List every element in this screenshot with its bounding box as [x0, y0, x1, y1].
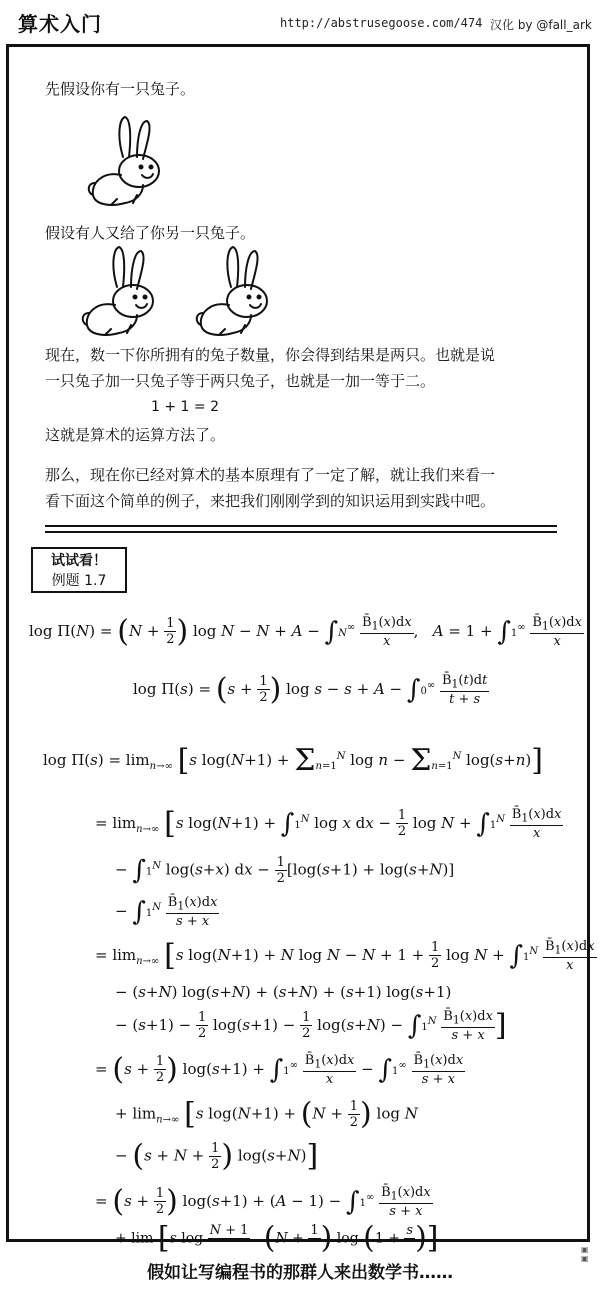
formula-2: log Π(s) = (s + $\frac{1}{2}$ ) log s − s + A − ∫0∞ $\frac{B̄_1(t)dt}{t + s}$ [133, 671, 488, 707]
rabbit-icon [81, 113, 165, 209]
translation-credit: 汉化 by @fall_ark [490, 18, 592, 32]
derivation-line-3: − $\int 1^N$ log(s+x) dx − $\frac{1}{2}$ [log(s+1) + log(s+N)] [115, 855, 455, 886]
example-box [31, 547, 127, 593]
derivation-line-10: − (s + N + $\frac{1}{2}$ ) log(s+N)] [115, 1138, 319, 1174]
comic-panel [6, 44, 595, 1263]
bottom-caption: 假如让写编程书的那群人来出数学书…… [147, 1263, 453, 1283]
divider-top [45, 525, 557, 527]
rabbit-icon [189, 243, 273, 339]
text-line-3a: 现在，数一下你所拥有的兔子数量，你会得到结果是两只。也就是说 [45, 346, 496, 364]
derivation-line-5: = $\lim_{n\to\infty} [s$ log(N+1) + N log N − N + 1 + $\frac{1}{2}$ $\log N + \int 1^N$ $\frac{B̄_1(x)dx}{x}$ [95, 937, 595, 973]
text-line-3b: 一只兔子加一只兔子等于两只兔子，也就是一加一等于二。 [45, 372, 436, 390]
derivation-line-11: = (s + $\frac{1}{2}$ ) log(s+1) + (A − 1) − ∫1∞ $\frac{B̄_1(x)dx}{s + x}$ [95, 1183, 431, 1219]
derivation-line-4: − $\int 1^N$ $\frac{B̄_1(x)dx}{s + x}$ [115, 895, 218, 929]
source-url[interactable]: http://abstrusegoose.com/474 [280, 16, 483, 30]
text-line-5b: 看下面这个简单的例子，来把我们刚刚学到的知识运用到实践中吧。 [45, 492, 496, 510]
artist-seal: ▣ ▣ [581, 1245, 589, 1263]
derivation-line-12: + lim [s log N + 1 (N + 1 ) log (1 + s )] [115, 1220, 439, 1256]
text-line-1: 先假设你有一只兔子。 [45, 80, 196, 98]
divider-bottom [45, 531, 557, 533]
page-title: 算术入门 [18, 12, 102, 36]
derivation-line-1: $\log \Pi(s) = \lim_{n\to\infty} [s$ $\log(N+1) + \Sigma_{n=1}^N$ $\log n - \Sigma_{n=1}^N$ log(s+n)] [43, 743, 543, 778]
derivation-line-7: − (s+1) − $\frac{1}{2}$ log(s+1) − $\frac{1}{2}$ $\log(s+N) - \int 1^N$ $\frac{B̄_1(x)dx}{s + x}$ ] [115, 1007, 507, 1043]
derivation-line-6: − (s+N) log(s+N) + (s+N) + (s+1) log(s+1) [115, 983, 452, 1001]
rabbit-icon [75, 243, 159, 339]
text-line-5a: 那么，现在你已经对算术的基本原理有了一定了解，就让我们来看一 [45, 466, 496, 484]
text-line-4: 这就是算术的运算方法了。 [45, 426, 226, 444]
derivation-line-9: + $\lim_{n\to\infty} [s$ log(N+1) + (N + $\frac{1}{2}$ ) log N [115, 1096, 418, 1132]
simple-equation: 1 + 1 = 2 [151, 399, 219, 415]
header-bar [0, 0, 600, 40]
example-title: 试试看！ [51, 553, 107, 569]
formula-1: log Π(N) = (N + $\frac{1}{2}$ ) log N − N + A − ∫N∞ $\frac{B̄_1(x)dx}{x}$ , A = 1 + ∫1∞ $\frac{B̄_1(x)dx}{x}$ [29, 613, 582, 649]
derivation-line-8: = (s + $\frac{1}{2}$ ) log(s+1) + ∫1∞ $\frac{B̄_1(x)dx}{x}$ − ∫1∞ $\frac{B̄_1(x)dx}{s + x}$ [95, 1051, 464, 1087]
text-line-2: 假设有人又给了你另一只兔子。 [45, 224, 256, 242]
derivation-line-2: = $\lim_{n\to\infty} [s$ $\log(N+1) + \int 1^N$ log x dx − $\frac{1}{2}$ $\log N + \int 1^N$ $\frac{B̄_1(x)dx}{x}$ [95, 805, 562, 841]
example-number: 例题 1.7 [51, 573, 107, 589]
